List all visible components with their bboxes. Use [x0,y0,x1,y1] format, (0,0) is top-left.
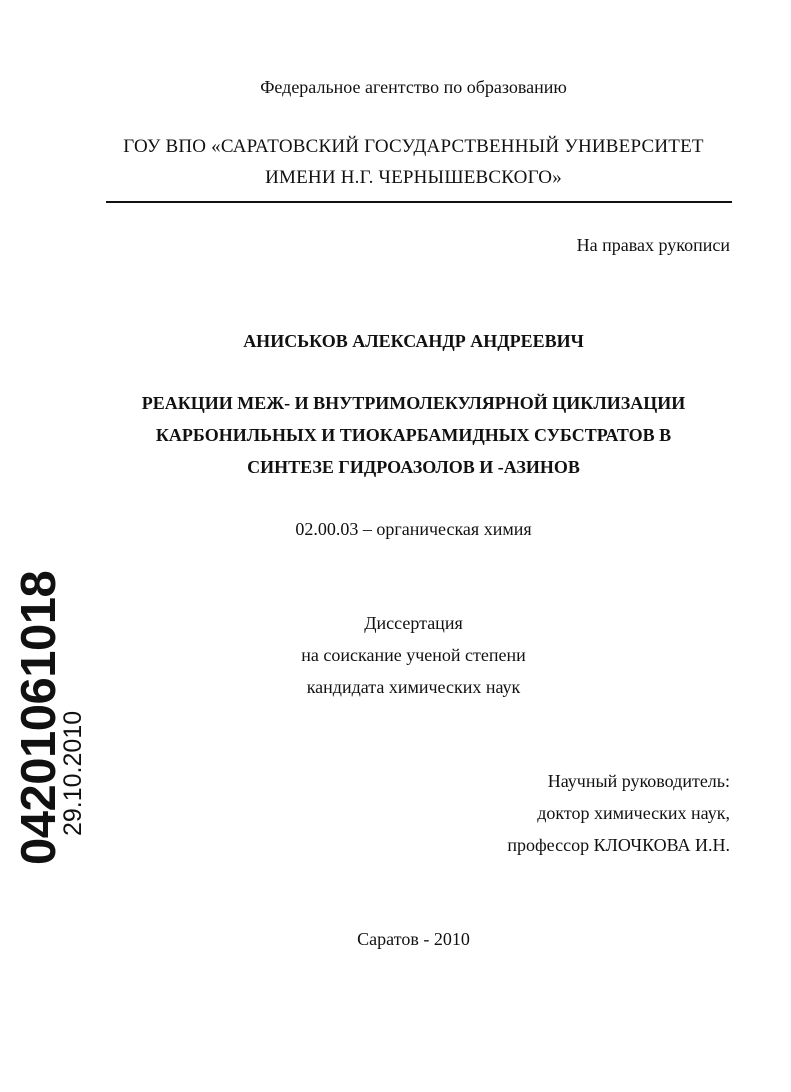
supervisor-degree: доктор химических наук, [537,803,730,823]
agency-name: Федеральное агентство по образованию [260,77,567,97]
supervisor-name: профессор КЛОЧКОВА И.Н. [507,835,730,855]
header-divider [106,201,732,203]
dissertation-title-line3: СИНТЕЗЕ ГИДРОАЗОЛОВ И -АЗИНОВ [247,457,580,477]
specialty-code: 02.00.03 – органическая химия [295,519,532,539]
library-stamp-code: 04201061018 [12,570,66,865]
library-stamp-date: 29.10.2010 [59,710,87,836]
degree-line3: кандидата химических наук [306,677,521,697]
dissertation-title-line2: КАРБОНИЛЬНЫХ И ТИОКАРБАМИДНЫХ СУБСТРАТОВ В [155,425,672,445]
university-name-line1: ГОУ ВПО «САРАТОВСКИЙ ГОСУДАРСТВЕННЫЙ УНИВЕРСИТЕТ [123,136,704,157]
university-name-line2: ИМЕНИ Н.Г. ЧЕРНЫШЕВСКОГО» [265,167,562,188]
degree-line2: на соискание ученой степени [301,645,526,665]
degree-line1: Диссертация [364,613,463,633]
manuscript-note: На правах рукописи [576,235,730,255]
author-name: АНИСЬКОВ АЛЕКСАНДР АНДРЕЕВИЧ [243,331,584,351]
dissertation-title-line1: РЕАКЦИИ МЕЖ- И ВНУТРИМОЛЕКУЛЯРНОЙ ЦИКЛИЗАЦИИ [141,393,686,413]
supervisor-label: Научный руководитель: [547,771,730,791]
place-and-year: Саратов - 2010 [357,929,470,949]
